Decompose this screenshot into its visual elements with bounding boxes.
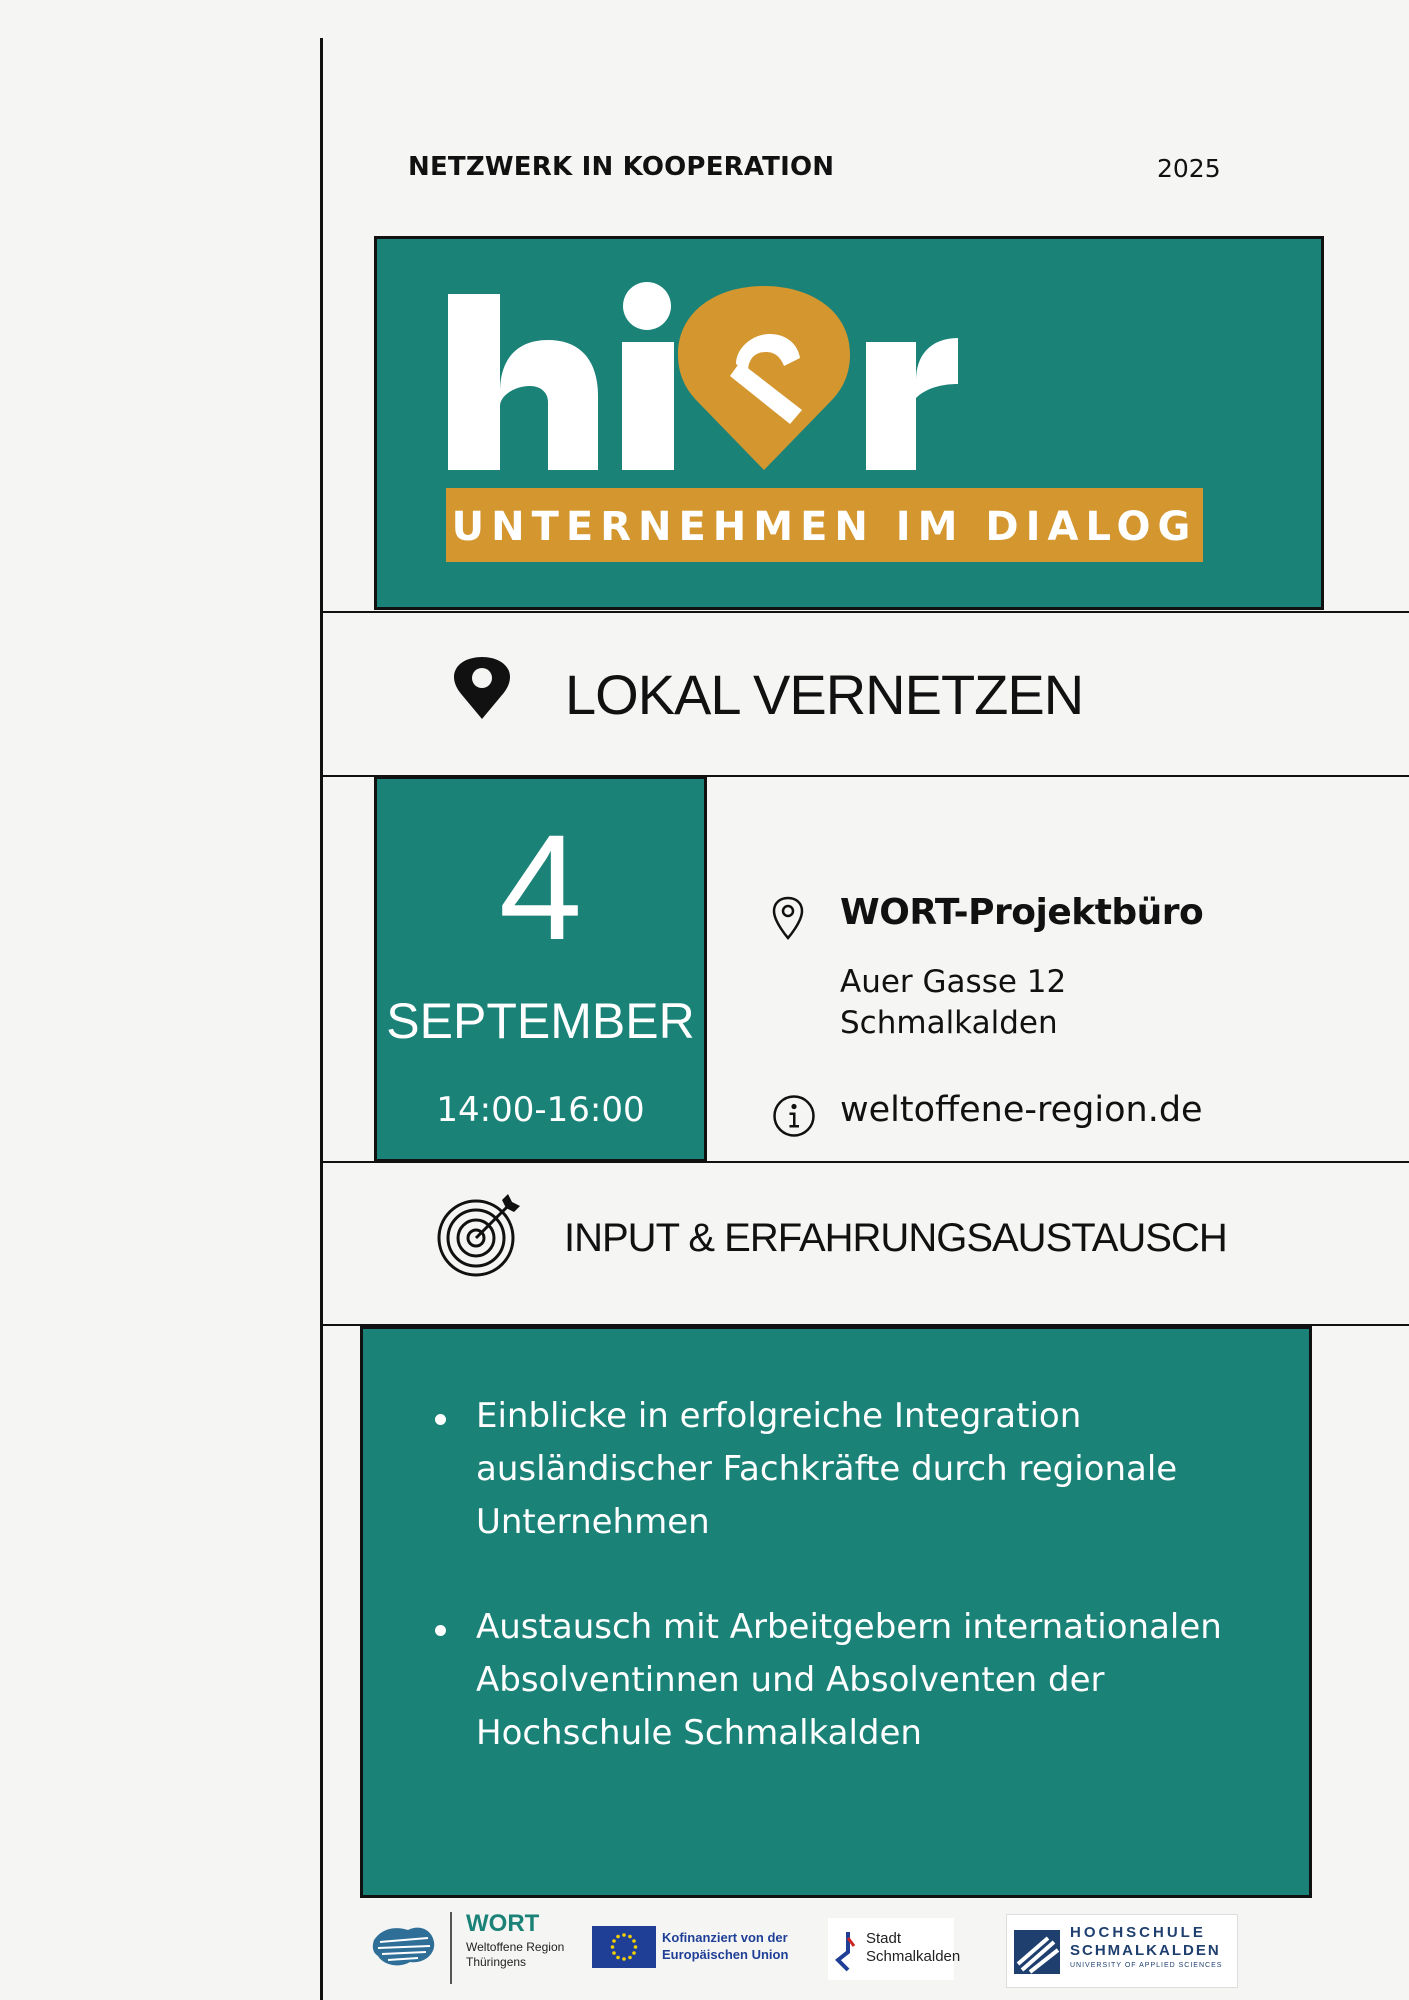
stadt-logo-line1: Stadt: [866, 1930, 902, 1947]
frame-vertical-line: [320, 38, 323, 2000]
hero-subtitle: UNTERNEHMEN IM DIALOG: [451, 504, 1198, 550]
event-day: 4: [498, 803, 583, 971]
year-text: 2025: [1157, 154, 1221, 183]
venue-name: WORT-Projektbüro: [840, 892, 1204, 933]
eu-flag-icon: [592, 1926, 656, 1968]
wort-map-icon: [370, 1920, 438, 1972]
venue-address: [840, 962, 1066, 1044]
hero-subtitle-banner: [446, 488, 1203, 562]
event-month: SEPTEMBER: [386, 993, 695, 1049]
hochschule-logo-line3: UNIVERSITY OF APPLIED SCIENCES: [1070, 1962, 1223, 1969]
hochschule-logo-line2: SCHMALKALDEN: [1070, 1942, 1221, 1959]
stadt-logo-line2: Schmalkalden: [866, 1948, 961, 1965]
hochschule-logo-line1: HOCHSCHULE: [1070, 1924, 1206, 1941]
wort-logo-sub2: Thüringens: [466, 1955, 527, 1969]
event-time: 14:00-16:00: [436, 1090, 645, 1130]
kicker-text: NETZWERK IN KOOPERATION: [408, 152, 835, 182]
wort-logo-sub1: Weltoffene Region: [466, 1940, 565, 1954]
hier-logo: [440, 280, 960, 480]
section-title-input: INPUT & ERFAHRUNGSAUSTAUSCH: [564, 1216, 1227, 1260]
target-icon: [436, 1192, 522, 1278]
stadt-crest-icon: [834, 1930, 862, 1974]
partner-logos: [370, 1908, 1240, 1988]
logo-divider: [450, 1912, 452, 1984]
info-icon: [772, 1094, 816, 1138]
website-link[interactable]: weltoffene-region.de: [840, 1090, 1203, 1130]
list-item: Austausch mit Arbeitgebern internationalen Absolventinnen und Absolventen der Hochschule Schmalkalden: [430, 1601, 1270, 1760]
map-pin-icon: [452, 655, 512, 721]
bullet-list: [430, 1390, 1270, 1812]
section-title-lokal: LOKAL VERNETZEN: [565, 663, 1084, 726]
eu-logo-line2: Europäischen Union: [662, 1947, 789, 1962]
list-item: Einblicke in erfolgreiche Integration ausländischer Fachkräfte durch regionale Unternehmen: [430, 1390, 1270, 1549]
eu-logo-line1: Kofinanziert von der: [662, 1930, 788, 1945]
address-street: Auer Gasse 12: [840, 964, 1067, 1000]
address-city: Schmalkalden: [840, 1005, 1058, 1041]
hochschule-emblem-icon: [1014, 1930, 1060, 1974]
wort-logo-title: WORT: [466, 1910, 540, 1937]
divider-line: [320, 611, 1409, 613]
location-icon: [771, 896, 805, 940]
